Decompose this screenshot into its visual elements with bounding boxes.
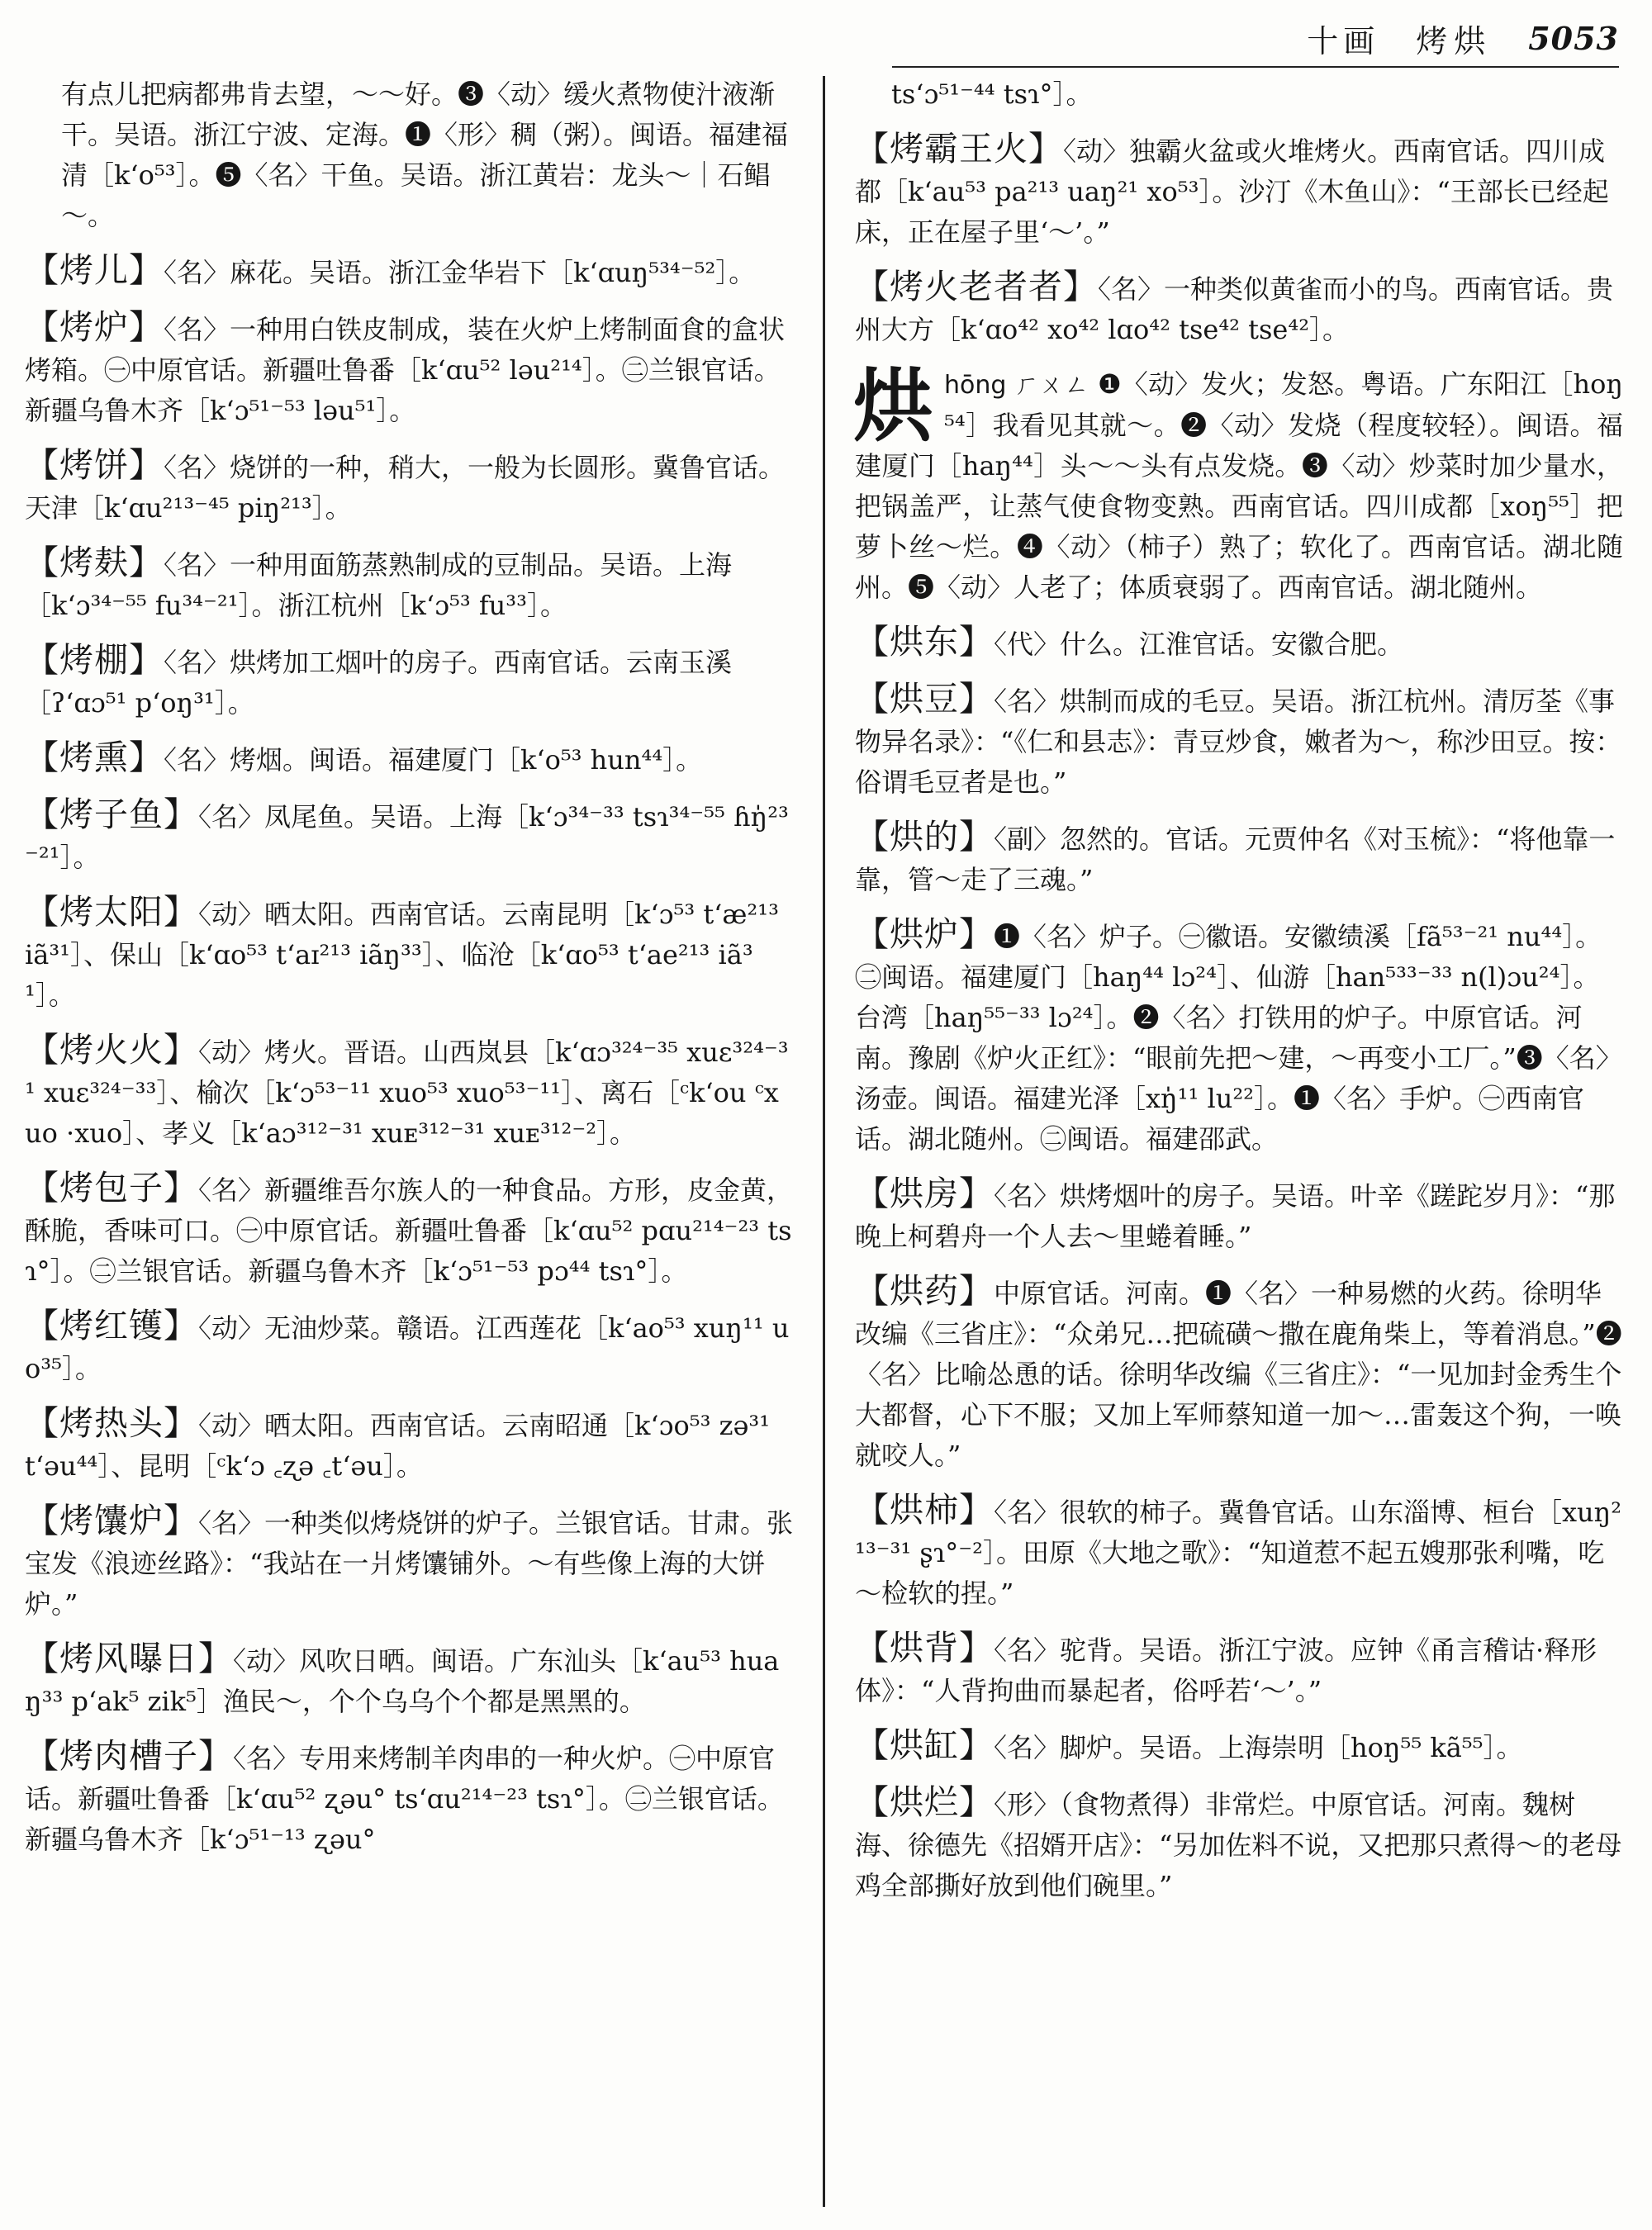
entry-definition: 〈名〉新疆维吾尔族人的一种食品。方形，皮金黄，酥脆，香味可口。㊀中原官话。新疆吐鲁番［k‘ɑu⁵² pɑu²¹⁴⁻²³ tsɿ°］。㊁兰银官话。新疆乌鲁木齐［k‘ɔ⁵¹⁻⁵³ pɔ⁴⁴ tsɿ°］。 (25, 1174, 794, 1287)
entry-headword: 【烤风曝日】 (25, 1639, 233, 1678)
entry-definition: 〈名〉一种类似黄雀而小的鸟。西南官话。贵州大方［k‘ɑo⁴² xo⁴² lɑo⁴² tse⁴² tse⁴²］。 (855, 273, 1614, 345)
entry-headword: 【烘背】 (855, 1628, 994, 1668)
character-entry (853, 359, 1623, 608)
entry-headword: 【烤太阳】 (25, 892, 198, 932)
entry-definition: 〈名〉麻花。吴语。浙江金华岩下［k‘ɑuŋ⁵³⁴⁻⁵²］。 (164, 257, 756, 288)
entry-definition: 〈名〉驼背。吴语。浙江宁波。应钟《甬言稽诂·释形体》：“人背拘曲而暴起者，俗呼若‘～’。” (855, 1635, 1597, 1706)
dictionary-entry (25, 1030, 793, 1154)
entry-headword: 【烤炉】 (25, 307, 164, 347)
dictionary-entry (25, 1168, 793, 1292)
entry-definition: 〈名〉一种用白铁皮制成，装在火炉上烤制面食的盒状烤箱。㊀中原官话。新疆吐鲁番［k‘ɑu⁵² ləu²¹⁴］。㊁兰银官话。新疆乌鲁木齐［k‘ɔ⁵¹⁻⁵³ ləu⁵¹］。 (25, 314, 786, 426)
entry-definition: 〈副〉忽然的。官话。元贾仲名《对玉梳》：“将他靠一靠，管～走了三魂。” (855, 823, 1616, 895)
dictionary-entry (25, 543, 793, 626)
entry-headword: 【烤棚】 (25, 640, 164, 680)
entry-headword: 【烤包子】 (25, 1168, 198, 1208)
entry-definition: 〈名〉烘烤加工烟叶的房子。西南官话。云南玉溪［ʔ‘ɑɔ⁵¹ p‘oŋ³¹］。 (25, 647, 733, 719)
entry-headword: 【烤霸王火】 (855, 129, 1063, 168)
entry-definition: 〈名〉一种类似烤烧饼的炉子。兰银官话。甘肃。张宝发《浪迹丝路》：“我站在一爿烤馕铺外。～有些像上海的大饼炉。” (25, 1507, 794, 1620)
dictionary-entry (855, 1725, 1623, 1768)
entry-definition: 〈动〉晒太阳。西南官话。云南昆明［k‘ɔ⁵³ t‘æ²¹³ iã³¹］、保山［k‘ɑo⁵³ t‘aɪ²¹³ iãŋ³³］、临沧［k‘ɑo⁵³ t‘ae²¹³ iã³¹］。 (25, 899, 788, 1011)
entry-definition: 〈名〉脚炉。吴语。上海崇明［hoŋ⁵⁵ kã⁵⁵］。 (994, 1732, 1523, 1763)
entry-definition: 〈代〉什么。江淮官话。安徽合肥。 (994, 629, 1404, 660)
dictionary-entry (25, 1639, 793, 1722)
dictionary-entry (25, 892, 793, 1016)
dictionary-entry (855, 129, 1623, 253)
column-divider (823, 76, 825, 2207)
dictionary-entry (25, 1501, 793, 1625)
header-rule (892, 66, 1619, 68)
dictionary-entry (855, 1490, 1623, 1614)
entry-definition: 〈名〉烘烤烟叶的房子。吴语。叶辛《蹉跎岁月》：“那晚上柯碧舟一个人去～里蜷着睡。” (855, 1180, 1616, 1252)
entry-headword: 【烘炉】 (855, 914, 994, 954)
entry-headword: 【烘的】 (855, 817, 994, 856)
entry-headword: 【烘豆】 (855, 679, 994, 719)
entry-definition: 有点儿把病都弗肯去望，～～好。❸〈动〉缓火煮物使汁液渐干。吴语。浙江宁波、定海。❶〈形〉稠（粥）。闽语。福建福清［k‘o⁵³］。❺〈名〉干鱼。吴语。浙江黄岩：龙头～｜石鲳～。 (61, 78, 789, 231)
dictionary-entry (25, 250, 793, 293)
entry-definition: ts‘ɔ⁵¹⁻⁴⁴ tsɿ°］。 (891, 78, 1093, 110)
entry-definition: 〈名〉烤烟。闽语。福建厦门［k‘o⁵³ hun⁴⁴］。 (164, 744, 703, 776)
entry-definition: 〈动〉风吹日晒。闽语。广东汕头［k‘au⁵³ huaŋ³³ p‘ak⁵ zik⁵］渔民～，个个乌乌个个都是黑黑的。 (25, 1645, 780, 1717)
entry-headword: 【烤饼】 (25, 445, 164, 485)
entry-headword: 【烤肉槽子】 (25, 1736, 233, 1776)
entry-headword: 【烤儿】 (25, 250, 164, 290)
entry-headword: 【烤火老者者】 (855, 267, 1098, 306)
entry-definition: 中原官话。河南。❶〈名〉一种易燃的火药。徐明华改编《三省庄》：“众弟兄…把硫磺～撒在鹿角柴上，等着消息。”❷〈名〉比喻怂恿的话。徐明华改编《三省庄》：“一见加封金秀生个大都督，心下不服；又加上军师蔡知道一加～…雷轰这个狗，一唤就咬人。” (855, 1278, 1622, 1471)
left-column (25, 74, 793, 1874)
dictionary-entry (25, 640, 793, 724)
entry-headword: 【烤热头】 (25, 1403, 198, 1443)
entry-definition: 〈名〉一种用面筋蒸熟制成的豆制品。吴语。上海［k‘ɔ³⁴⁻⁵⁵ fu³⁴⁻²¹］。浙江杭州［k‘ɔ⁵³ fu³³］。 (25, 549, 733, 621)
dictionary-entry (25, 1736, 793, 1860)
entry-continuation (855, 74, 1623, 115)
entry-headword: 【烘房】 (855, 1174, 994, 1213)
dictionary-entry (25, 1306, 793, 1389)
entry-headword: 【烘药】 (855, 1271, 994, 1311)
entry-headword: 【烘东】 (855, 622, 994, 662)
entry-headword: 【烤火火】 (25, 1030, 198, 1070)
entry-continuation (25, 74, 793, 236)
dictionary-entry (25, 1403, 793, 1487)
dictionary-entry (855, 1271, 1623, 1476)
dictionary-entry (25, 738, 793, 780)
character-headword: 烘 (853, 359, 933, 453)
dictionary-entry (855, 1174, 1623, 1257)
entry-definition: 〈名〉很软的柿子。冀鲁官话。山东淄博、桓台［xuŋ²¹³⁻³¹ ʂɿ°⁻²］。田原《大地之歌》：“知道惹不起五嫂那张利嘴，吃～检软的捏。” (855, 1497, 1622, 1609)
dictionary-entry (25, 307, 793, 431)
character-definition: ❶〈动〉发火；发怒。粤语。广东阳江［hoŋ⁵⁴］我看见其就～。❷〈动〉发烧（程度较轻）。闽语。福建厦门［haŋ⁴⁴］头～～头有点发烧。❸〈动〉炒菜时加少量水，把锅盖严，让蒸气使食物变熟。西南官话。四川成都［xoŋ⁵⁵］把萝卜丝～烂。❹〈动〉（柿子）熟了；软化了。西南官话。湖北随州。❺〈动〉人老了；体质衰弱了。西南官话。湖北随州。 (855, 368, 1623, 603)
dictionary-entry (855, 1782, 1623, 1906)
entry-headword: 【烘柿】 (855, 1490, 994, 1530)
dictionary-entry (25, 445, 793, 529)
page-number: 5053 (1528, 19, 1619, 57)
entry-headword: 【烤红镬】 (25, 1306, 198, 1345)
entry-headword: 【烤馕炉】 (25, 1501, 198, 1540)
character-pronunciation: hōng ㄏㄨㄥ (944, 371, 1089, 400)
entry-definition: 〈名〉烧饼的一种，稍大，一般为长圆形。冀鲁官话。天津［k‘ɑu²¹³⁻⁴⁵ piŋ²¹³］。 (25, 452, 786, 524)
dictionary-entry (855, 679, 1623, 803)
dictionary-entry (855, 817, 1623, 900)
entry-definition: 〈名〉烘制而成的毛豆。吴语。浙江杭州。清厉荃《事物异名录》：“《仁和县志》：青豆炒食，嫩者为～，称沙田豆。按：俗谓毛豆者是也。” (855, 686, 1622, 798)
section-label: 十画 (1307, 22, 1380, 59)
dictionary-entry (25, 795, 793, 878)
entry-definition: 〈动〉无油炒菜。赣语。江西莲花［k‘ao⁵³ xuŋ¹¹ uo³⁵］。 (25, 1312, 790, 1384)
dictionary-entry (855, 1628, 1623, 1711)
entry-headword: 【烘缸】 (855, 1725, 994, 1765)
entry-definition: 〈动〉晒太阳。西南官话。云南昭通［k‘ɔo⁵³ zə³¹ t‘əu⁴⁴］、昆明［ᶜk‘ɔ ꜀ʐə ꜀t‘əu］。 (25, 1410, 779, 1482)
entry-headword: 【烘烂】 (855, 1782, 994, 1822)
entry-definition: 〈动〉独霸火盆或火堆烤火。西南官话。四川成都［k‘au⁵³ pa²¹³ uaŋ²¹ xo⁵³］。沙汀《木鱼山》：“王部长已经起床，正在屋子里‘～’。” (855, 135, 1609, 248)
entry-definition: 〈名〉专用来烤制羊肉串的一种火炉。㊀中原官话。新疆吐鲁番［k‘ɑu⁵² ʐəu° ts‘ɑu²¹⁴⁻²³ tsɿ°］。㊁兰银官话。新疆乌鲁木齐［k‘ɔ⁵¹⁻¹³ ʐəu° (25, 1743, 784, 1855)
dictionary-entry (855, 914, 1623, 1160)
right-column (855, 74, 1623, 1920)
header-guide-words: 烤烘 (1416, 22, 1493, 59)
entry-definition: 〈动〉烤火。晋语。山西岚县［k‘ɑɔ³²⁴⁻³⁵ xuɛ³²⁴⁻³¹ xuɛ³²⁴⁻³³］、榆次［k‘ɔ⁵³⁻¹¹ xuo⁵³ xuo⁵³⁻¹¹］、离石［ᶜk‘ou ᶜxuo ·xuo］、孝义［k‘aɔ³¹²⁻³¹ xuᴇ³¹²⁻³¹ xuᴇ³¹²⁻²］。 (25, 1037, 789, 1149)
running-header (1307, 15, 1619, 61)
entry-definition: 〈名〉凤尾鱼。吴语。上海［k‘ɔ³⁴⁻³³ tsɿ³⁴⁻⁵⁵ ɦŋ̍²³⁻²¹］。 (25, 801, 789, 873)
entry-definition: 〈形〉（食物煮得）非常烂。中原官话。河南。魏树海、徐德先《招婿开店》：“另加佐料不说，又把那只煮得～的老母鸡全部撕好放到他们碗里。” (855, 1789, 1622, 1901)
entry-definition: ❶〈名〉炉子。㊀徽语。安徽绩溪［fã⁵³⁻²¹ nu⁴⁴］。㊁闽语。福建厦门［haŋ⁴⁴ lɔ²⁴］、仙游［han⁵³³⁻³³ n(l)ɔu²⁴］。台湾［haŋ⁵⁵⁻³³ lɔ²⁴］。❷〈名〉打铁用的炉子。中原官话。河南。豫剧《炉火正红》：“眼前先把～建，～再变小工厂。”❸〈名〉汤壶。闽语。福建光泽［xŋ̍¹¹ lu²²］。❶〈名〉手炉。㊀西南官话。湖北随州。㊁闽语。福建邵武。 (855, 921, 1622, 1155)
entry-headword: 【烤熏】 (25, 738, 164, 777)
entry-headword: 【烤子鱼】 (25, 795, 198, 834)
dictionary-entry (855, 267, 1623, 350)
entry-headword: 【烤麸】 (25, 543, 164, 582)
dictionary-entry (855, 622, 1623, 665)
